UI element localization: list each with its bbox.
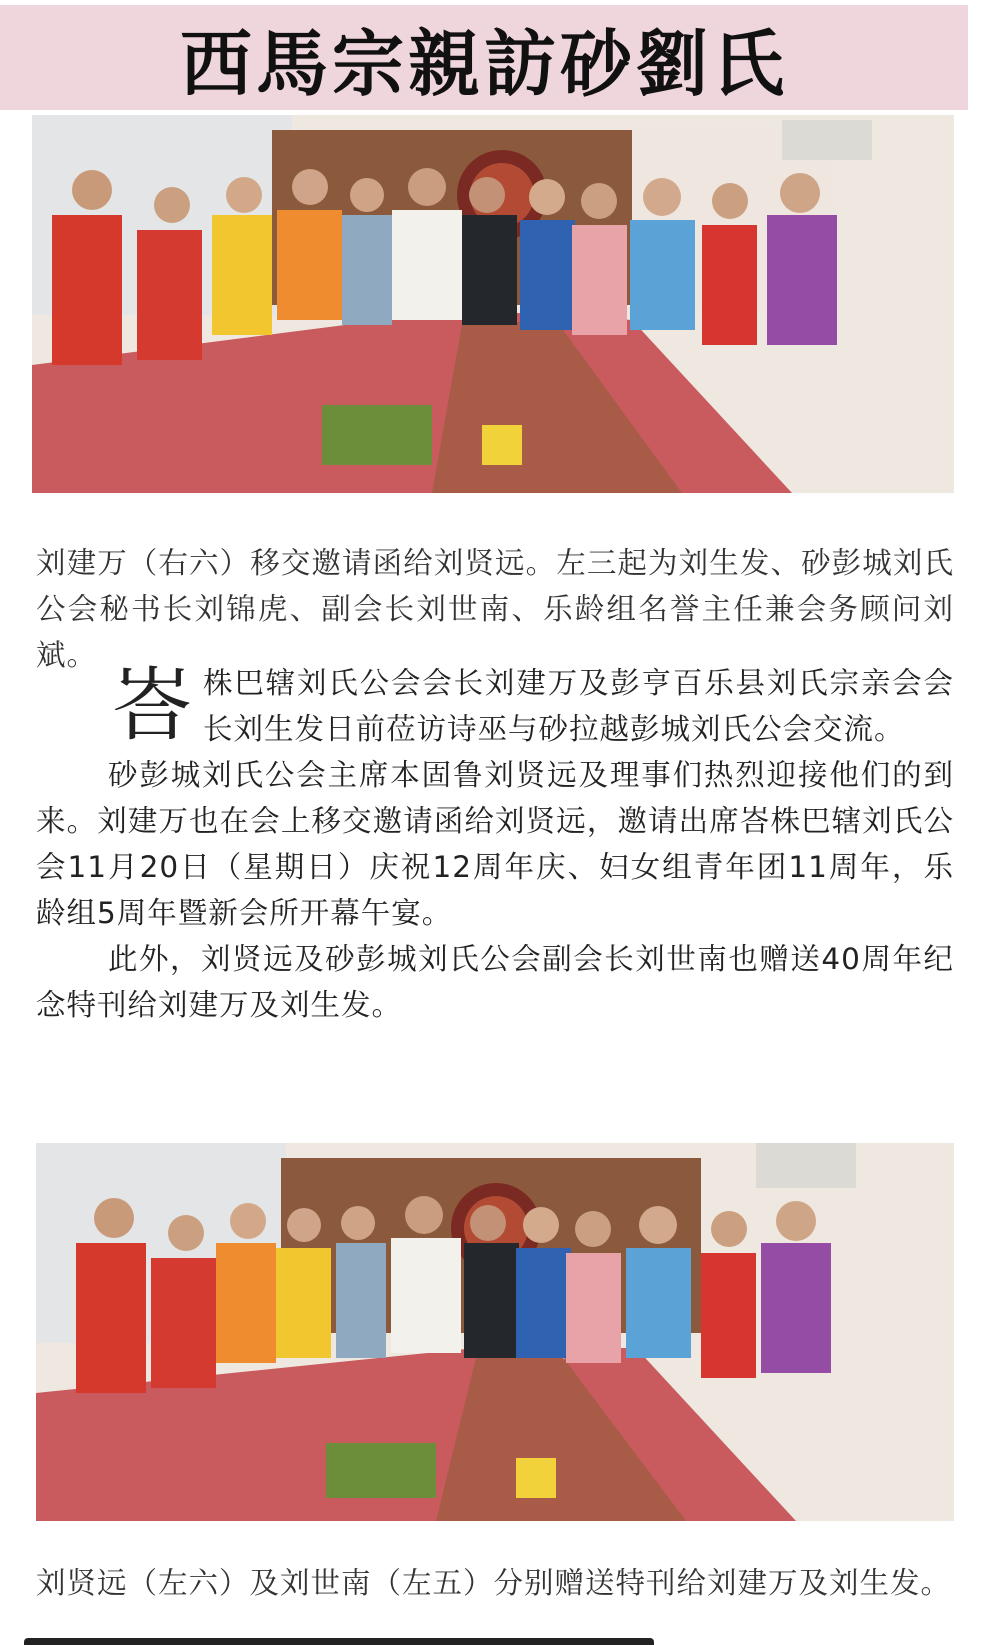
headline: 西馬宗親訪砂劉氏 [179, 21, 788, 106]
paragraph-1-text: 株巴辖刘氏公会会长刘建万及彭亨百乐县刘氏宗亲会会长刘生发日前莅访诗巫与砂拉越彭城刘氏公会交流。 [203, 666, 954, 746]
headline-band [0, 5, 968, 110]
photo-caption-top: 刘建万（右六）移交邀请函给刘贤远。左三起为刘生发、砂彭城刘氏公会秘书长刘锦虎、副会长刘世南、乐龄组名誉主任兼会务顾问刘斌。 [36, 545, 954, 672]
article-body [36, 660, 954, 1028]
group-photo-bottom [36, 1143, 954, 1521]
paragraph-1 [36, 660, 954, 752]
group-photo-top [32, 115, 954, 493]
paragraph-2: 砂彭城刘氏公会主席本固鲁刘贤远及理事们热烈迎接他们的到来。刘建万也在会上移交邀请函给刘贤远，邀请出席峇株巴辖刘氏公会11月20日（星期日）庆祝12周年庆、妇女组青年团11周年，乐龄组5周年暨新会所开幕午宴。 [36, 758, 954, 930]
bottom-rule [24, 1638, 654, 1645]
paragraph-3: 此外，刘贤远及砂彭城刘氏公会副会长刘世南也赠送40周年纪念特刊给刘建万及刘生发。 [36, 942, 954, 1022]
drop-cap: 峇 [112, 659, 193, 752]
photo-caption-bottom: 刘贤远（左六）及刘世南（左五）分别赠送特刊给刘建万及刘生发。 [36, 1565, 952, 1600]
